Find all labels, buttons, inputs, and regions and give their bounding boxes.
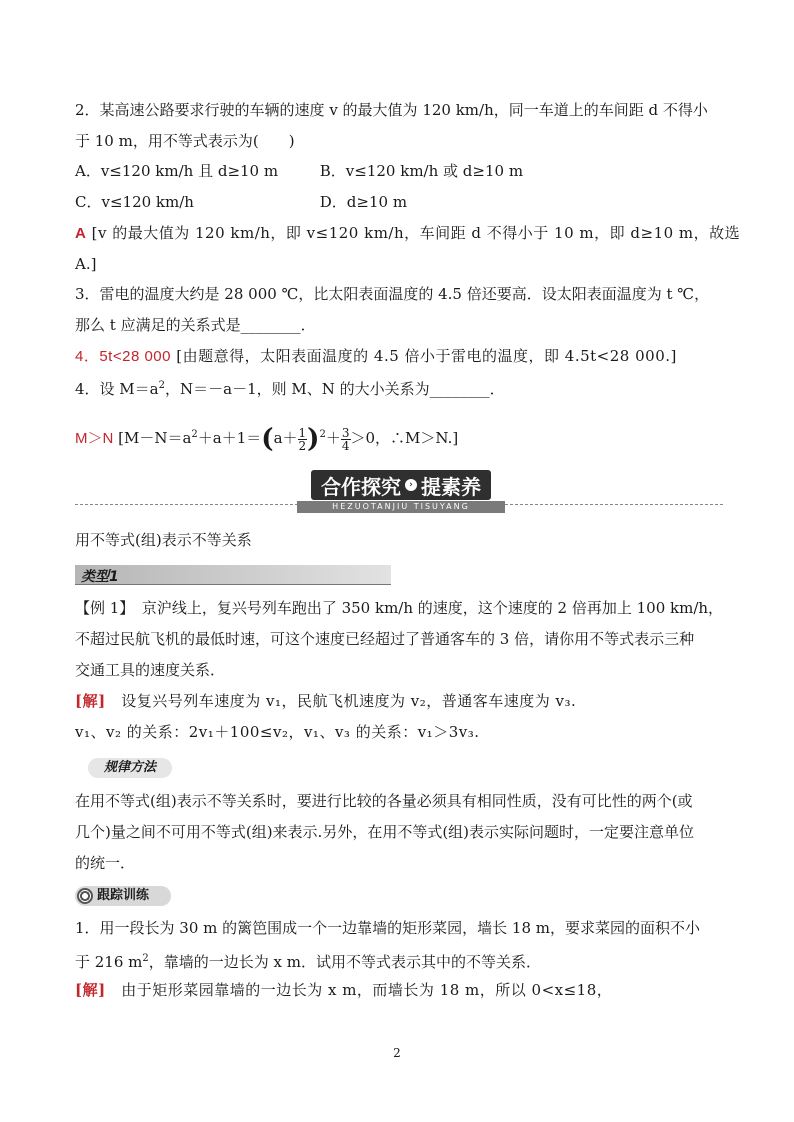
tracking-q1-line2	[75, 947, 723, 974]
type-bar-rule	[75, 584, 391, 585]
q3-line2: 那么 t 应满足的关系式是________．	[75, 316, 316, 334]
example1-solution-line1	[75, 689, 723, 713]
section-banner	[75, 468, 723, 514]
type-label: 类型1	[81, 569, 119, 585]
q4-text-b: ，N＝－a－1，则 M、N 的大小关系为________．	[165, 380, 505, 398]
method-line1: 在用不等式(组)表示不等关系时，要进行比较的各量必须具有相同性质，没有可比性的两个(或	[75, 792, 693, 810]
q4-explanation	[75, 418, 723, 456]
q2-option-d: D．d≥10 m	[319, 193, 408, 211]
fraction-three-quarters	[341, 427, 351, 452]
q3-line1: 3．雷电的温度大约是 28 000 ℃，比太阳表面温度的 4.5 倍还要高．设太阳表面温度为 t ℃，	[75, 285, 710, 303]
q4-text-a: 4．设 M＝a	[75, 380, 159, 398]
q4-sup: 2	[158, 380, 165, 391]
q2-option-c: C．v≤120 km/h	[75, 193, 194, 211]
q4-exp-sup: 2	[191, 429, 198, 440]
method-line3: 的统一．	[75, 854, 136, 872]
tracking-solution-tag: [解]	[75, 981, 106, 999]
q3-answer: 4．5t<28 000	[75, 348, 171, 365]
example1-solution-line2: v₁、v₂ 的关系：2v₁＋100≤v₂，v₁、v₃ 的关系：v₁＞3v₃.	[75, 723, 480, 741]
tracking-q1-text-a: 于 216 m	[75, 953, 143, 971]
banner-title-right: 提素养	[421, 474, 481, 499]
left-paren: (	[261, 424, 274, 454]
fraction-half	[298, 427, 308, 452]
right-paren: )	[307, 424, 320, 454]
solution-text: 设复兴号列车速度为 v₁，民航飞机速度为 v₂，普通客车速度为 v₃.	[105, 692, 577, 710]
q2-option-b: B．v≤120 km/h 或 d≥10 m	[319, 162, 524, 180]
q2-explanation: [v 的最大值为 120 km/h，即 v≤120 km/h，车间距 d 不得小于 10 m，即 d≥10 m，故选	[91, 224, 741, 242]
q2-option-a: A．v≤120 km/h 且 d≥10 m	[75, 162, 279, 180]
q2-options-cd	[75, 190, 723, 214]
q2-line2: 于 10 m，用不等式表示为( )	[75, 132, 295, 150]
tracking-q1-line1: 1．用一段长为 30 m 的篱笆围成一个一边靠墙的矩形菜园，墙长 18 m，要求菜园的面积不小	[75, 919, 701, 937]
q2-explanation-line2: A.]	[75, 255, 97, 273]
q4-exp-square: 2	[319, 429, 326, 440]
tracking-label: 跟踪训练	[97, 888, 150, 903]
example1-line1	[75, 596, 723, 620]
type-bar	[75, 565, 391, 585]
frac2-den: 4	[341, 438, 350, 453]
q4-exp-a: [M－N＝a	[118, 429, 192, 447]
q3-explanation-text: [由题意得，太阳表面温度的 4.5 倍小于雷电的温度，即 4.5t<28 000.]	[176, 347, 677, 365]
frac1-num: 1	[298, 425, 307, 440]
banner-title-left: 合作探究	[321, 474, 401, 499]
tracking-q1-text-b: ，靠墙的一边长为 x m．试用不等式表示其中的不等关系．	[148, 953, 541, 971]
tracking-solution-text: 由于矩形菜园靠墙的一边长为 x m，而墙长为 18 m，所以 0<x≤18，	[105, 981, 613, 999]
q2-explanation-line1	[75, 221, 741, 246]
frac1-den: 2	[298, 438, 307, 453]
tracking-q1-sup: 2	[142, 953, 149, 964]
q4-exp-d: ＞0，∴M＞N.]	[350, 429, 459, 447]
example1-tag: 【例 1】	[75, 599, 127, 617]
arrow-dot-icon: ›	[405, 479, 417, 491]
banner-subtitle: HEZUOTANJIU TISUYANG	[297, 501, 505, 513]
example1-text: 京沪线上，复兴号列车跑出了 350 km/h 的速度，这个速度的 2 倍再加上 100 km/h，	[126, 599, 724, 617]
q2-options-ab	[75, 159, 723, 183]
q4-answer: M＞N	[75, 430, 114, 447]
frac2-num: 3	[341, 425, 350, 440]
example1-line2: 不超过民航飞机的最低时速，可这个速度已经超过了普通客车的 3 倍，请你用不等式表示三种	[75, 630, 695, 648]
tracking-solution-line1	[75, 978, 723, 1002]
solution-tag: [解]	[75, 692, 106, 710]
q4-exp-plus: ＋	[325, 429, 341, 447]
method-label: 规律方法	[88, 758, 172, 778]
q2-line1: 2．某高速公路要求行驶的车辆的速度 v 的最大值为 120 km/h，同一车道上的车间距 d 不得小	[75, 101, 708, 119]
q2-answer: A	[75, 225, 87, 242]
target-icon	[77, 888, 93, 904]
section-heading: 用不等式(组)表示不等关系	[75, 531, 252, 549]
tracking-bar	[75, 886, 171, 906]
page-number: 2	[393, 1046, 401, 1060]
banner-title	[311, 470, 491, 500]
example1-line3: 交通工具的速度关系．	[75, 661, 226, 679]
method-line2: 几个)量之间不可用不等式(组)来表示.另外，在用不等式(组)表示实际问题时，一定要注意单位	[75, 823, 695, 841]
q4-exp-b: ＋a＋1＝	[197, 429, 262, 447]
q3-explanation	[75, 344, 723, 369]
q4-exp-c: a＋	[273, 429, 298, 447]
q4-line1	[75, 374, 723, 401]
